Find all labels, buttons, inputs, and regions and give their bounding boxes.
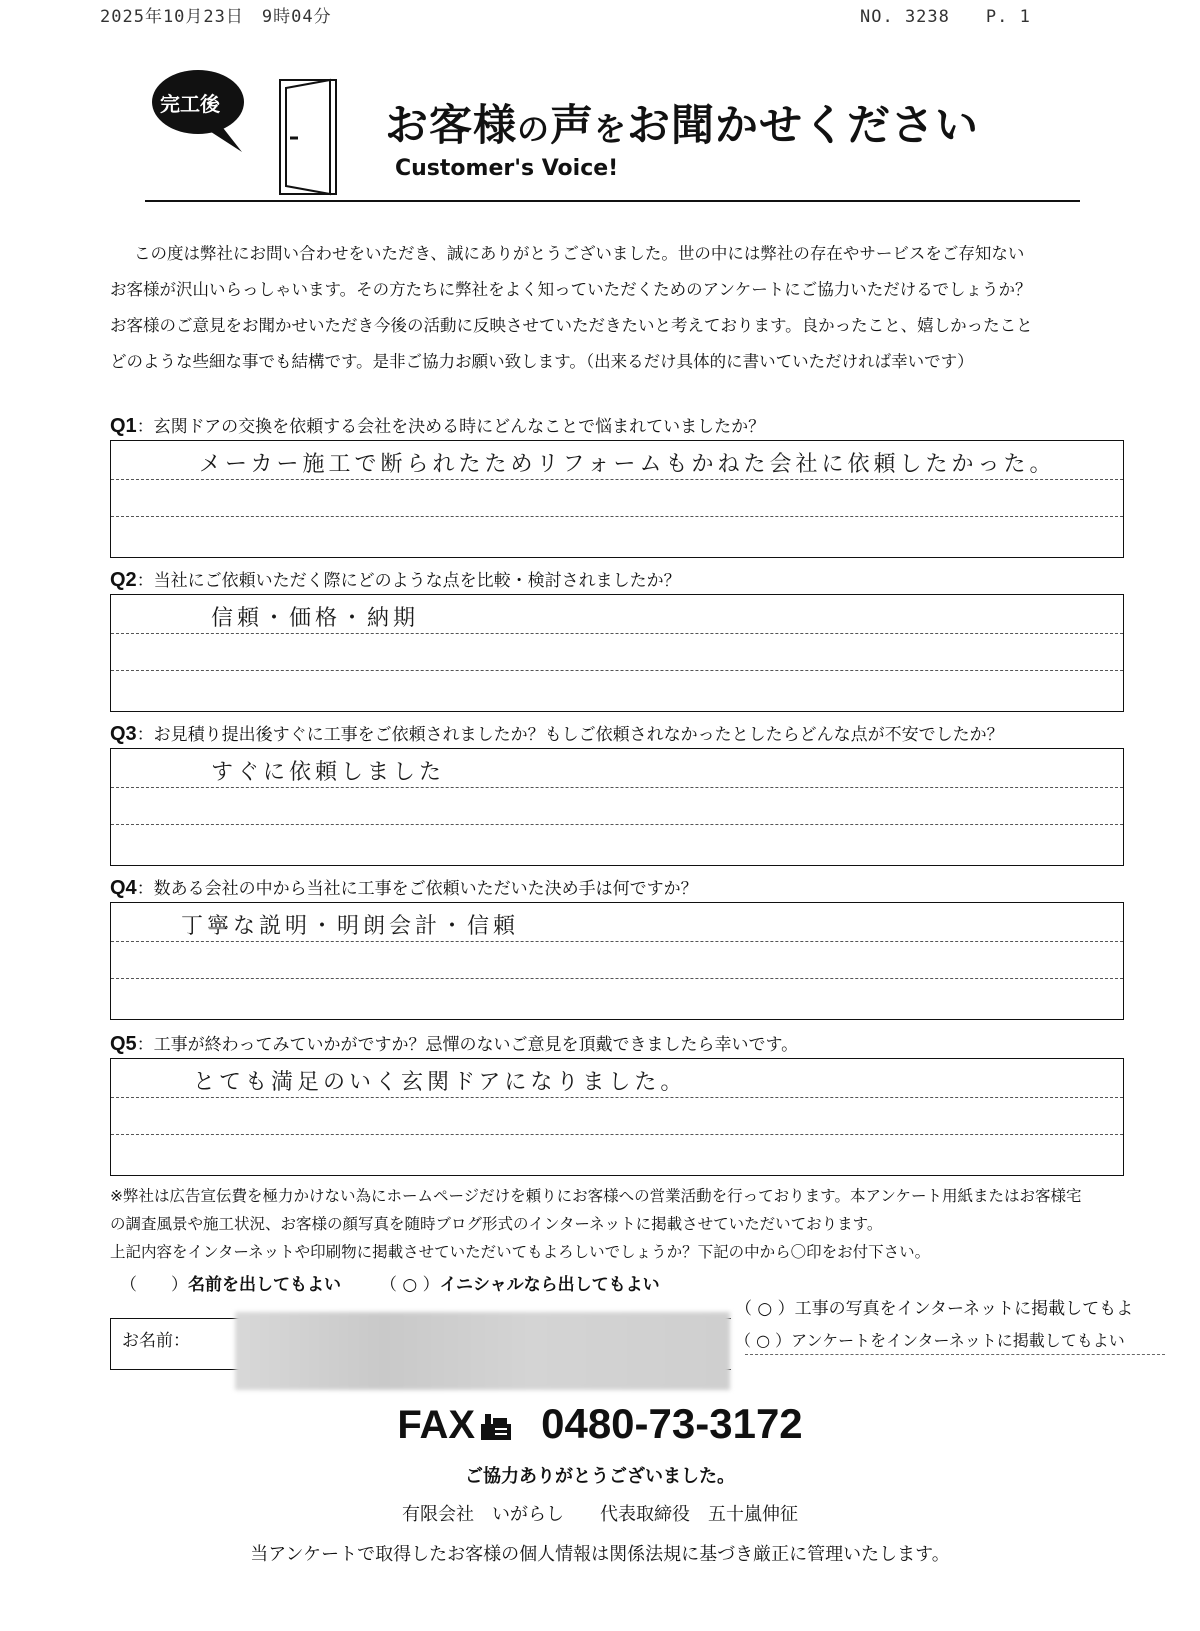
fax-line — [0, 1400, 1200, 1448]
intro-line: この度は弊社にお問い合わせをいただき、誠にありがとうございました。世の中には弊社の存在やサービスをご存知ない — [134, 244, 1025, 263]
company-text: 有限会社 いがらし 代表取締役 五十嵐伸征 — [402, 1504, 798, 1525]
answer-2-text: 信頼・価格・納期 — [211, 606, 420, 631]
question-1-label: Q1：玄関ドアの交換を依頼する会社を決める時にどんなことで悩まれていましたか？ — [110, 415, 766, 437]
question-3-label: Q3：お見積り提出後すぐに工事をご依頼されましたか？もしご依頼されなかったとしたらどんな点が不安でしたか？ — [110, 723, 1004, 745]
badge-label: 完工後 — [160, 92, 220, 116]
choice-name-ok[interactable]: （ ）名前を出してもよい — [120, 1275, 341, 1295]
answer-4-text: 丁寧な説明・明朗会計・信頼 — [181, 914, 520, 939]
fax-page-number: NO. 3238 P. 1 — [860, 7, 1031, 27]
fax-number: 0480-73-3172 — [541, 1400, 803, 1447]
page-subtitle: Customer's Voice! — [395, 156, 619, 181]
intro-line: お客様が沢山いらっしゃいます。その方たちに弊社をよく知っていただくためのアンケートにご協力いただけるでしょうか？ — [110, 280, 1032, 299]
fax-machine-icon — [479, 1412, 513, 1442]
choice-photo-ok[interactable]: （ ○ ）工事の写真をインターネットに掲載してもよ — [735, 1299, 1134, 1319]
thanks-text: ご協力ありがとうございました。 — [465, 1466, 735, 1487]
choice-initial-ok[interactable]: （ ○ ）イニシャルなら出してもよい — [380, 1275, 660, 1295]
title-divider — [145, 200, 1080, 202]
choice-survey-ok[interactable]: （ ○ ）アンケートをインターネットに掲載してもよい — [735, 1331, 1125, 1350]
answer-box-1[interactable] — [110, 440, 1124, 558]
answer-1-text: メーカー施工で断られたためリフォームもかねた会社に依頼したかった。 — [199, 452, 1056, 477]
note-line: ※弊社は広告宣伝費を極力かけない為にホームページだけを頼りにお客様への営業活動を行っております。本アンケート用紙またはお客様宅 — [110, 1187, 1082, 1205]
question-2-label: Q2：当社にご依頼いただく際にどのような点を比較・検討されましたか？ — [110, 569, 681, 591]
answer-box-4[interactable] — [110, 902, 1124, 1020]
fax-datetime: 2025年10月23日 9時04分 — [100, 7, 332, 27]
fax-label: FAX — [397, 1403, 476, 1447]
redacted-name — [235, 1312, 730, 1390]
question-4-label: Q4：数ある会社の中から当社に工事をご依頼いただいた決め手は何ですか？ — [110, 877, 698, 899]
intro-line: お客様のご意見をお聞かせいただき今後の活動に反映させていただきたいと考えております。良かったこと、嬉しかったこと — [110, 316, 1033, 335]
note-line: の調査風景や施工状況、お客様の顔写真を随時ブログ形式のインターネットに掲載させていただいております。 — [110, 1215, 883, 1233]
door-icon — [278, 78, 338, 196]
answer-5-text: とても満足のいく玄関ドアになりました。 — [193, 1070, 687, 1095]
page-title: お客様の声をお聞かせください — [385, 101, 980, 151]
answer-box-2[interactable] — [110, 594, 1124, 712]
question-5-label: Q5：工事が終わってみていかがですか？忌憚のないご意見を頂戴できましたら幸いです。 — [110, 1033, 799, 1055]
divider — [745, 1354, 1165, 1355]
answer-3-text: すぐに依頼しました — [211, 760, 446, 785]
intro-line: どのような些細な事でも結構です。是非ご協力お願い致します。（出来るだけ具体的に書いていただければ幸いです） — [110, 352, 974, 371]
answer-box-5[interactable] — [110, 1058, 1124, 1176]
privacy-text: 当アンケートで取得したお客様の個人情報は関係法規に基づき厳正に管理いたします。 — [250, 1544, 950, 1565]
answer-box-3[interactable] — [110, 748, 1124, 866]
name-field-label: お名前： — [122, 1331, 190, 1351]
intro-paragraph — [110, 236, 1110, 380]
note-line: 上記内容をインターネットや印刷物に掲載させていただいてもよろしいでしょうか？下記の中から〇印をお付下さい。 — [110, 1243, 931, 1261]
